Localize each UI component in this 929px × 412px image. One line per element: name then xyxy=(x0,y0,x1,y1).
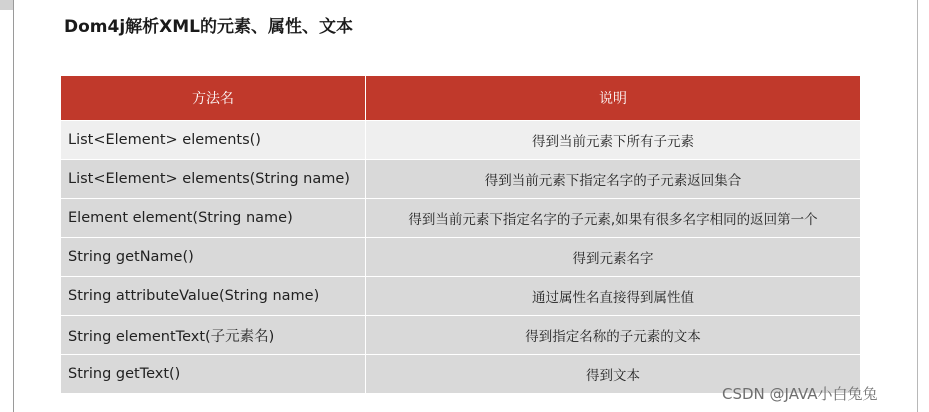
description-cell: 得到文本 xyxy=(365,354,860,393)
left-border-line xyxy=(13,0,14,412)
methods-table-container xyxy=(61,76,860,393)
method-cell: List<Element> elements(String name) xyxy=(61,159,365,198)
corner-mark xyxy=(0,0,13,10)
description-cell: 通过属性名直接得到属性值 xyxy=(365,276,860,315)
column-header-method: 方法名 xyxy=(61,76,365,120)
table-row xyxy=(61,315,860,354)
table-row xyxy=(61,198,860,237)
table-row xyxy=(61,159,860,198)
right-border-line xyxy=(917,0,918,412)
table-header-row xyxy=(61,76,860,120)
method-cell: List<Element> elements() xyxy=(61,120,365,159)
methods-table xyxy=(61,76,860,393)
description-cell: 得到当前元素下所有子元素 xyxy=(365,120,860,159)
description-cell: 得到当前元素下指定名字的子元素,如果有很多名字相同的返回第一个 xyxy=(365,198,860,237)
description-cell: 得到元素名字 xyxy=(365,237,860,276)
table-row xyxy=(61,276,860,315)
watermark: CSDN @JAVA小白兔兔 xyxy=(722,385,878,403)
method-cell: String getName() xyxy=(61,237,365,276)
method-cell: String elementText(子元素名) xyxy=(61,315,365,354)
method-cell: String attributeValue(String name) xyxy=(61,276,365,315)
column-header-description: 说明 xyxy=(365,76,860,120)
table-row xyxy=(61,237,860,276)
method-cell: Element element(String name) xyxy=(61,198,365,237)
description-cell: 得到当前元素下指定名字的子元素返回集合 xyxy=(365,159,860,198)
method-cell: String getText() xyxy=(61,354,365,393)
table-row xyxy=(61,120,860,159)
page-title: Dom4j解析XML的元素、属性、文本 xyxy=(64,17,354,37)
description-cell: 得到指定名称的子元素的文本 xyxy=(365,315,860,354)
